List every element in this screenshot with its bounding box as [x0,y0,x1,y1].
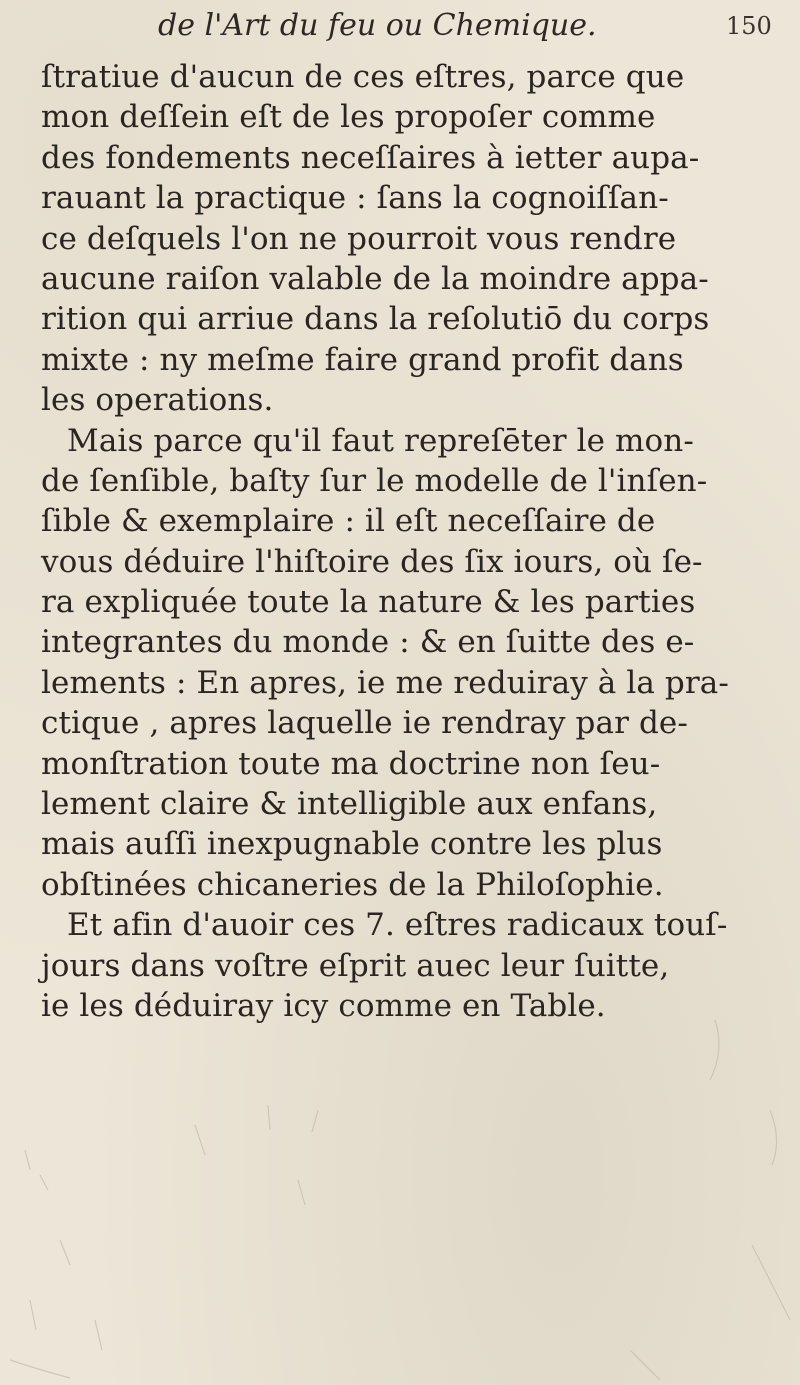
page-number: 150 [726,12,772,40]
body-text [41,57,786,1026]
paragraph-start-line: Et afin d'auoir ces 7. eſtres radicaux touſ- [67,907,728,944]
text-line: monſtration toute ma doctrine non ſeu- [41,745,661,782]
text-line: aucune raiſon valable de la moindre appa- [41,260,709,297]
text-line: de ſenſible, baſty ſur le modelle de l'inſen- [41,462,708,499]
text-line: les operations. [41,382,274,419]
text-line: ſtratiue d'aucun de ces eſtres, parce que [41,59,685,95]
text-line: ie les déduiray icy comme en Table. [41,987,606,1024]
text-line: ra expliquée toute la nature & les parties [41,584,696,621]
text-line: mais auſſi inexpugnable contre les plus [41,826,663,863]
text-line: ſible & exemplaire : il eſt neceſſaire de [41,503,656,540]
text-line: obſtinées chicaneries de la Philoſophie. [41,866,664,903]
text-line: lement claire & intelligible aux enfans, [41,786,658,823]
page-header [0,6,800,50]
paragraph-start-line: Mais parce qu'il faut repreſēter le mon- [67,422,694,459]
text-line: ce deſquels l'on ne pourroit vous rendre [41,220,677,257]
text-line: integrantes du monde : & en ſuitte des e- [41,624,695,661]
text-line: mon deſſein eſt de les propoſer comme [41,99,656,136]
text-line: ctique , apres laquelle ie rendray par de- [41,705,688,742]
text-line: des fondements neceſſaires à ietter aupa- [41,139,700,176]
text-line: jours dans voſtre eſprit auec leur ſuitte, [41,947,670,984]
text-line: rauant la practique : ſans la cognoiſſan- [41,180,669,217]
text-line: mixte : ny meſme faire grand profit dans [41,341,684,378]
text-line: lements : En apres, ie me reduiray à la pra- [41,664,729,701]
text-line: vous déduire l'hiſtoire des ſix iours, où ſe- [41,543,703,580]
running-title: de l'Art du feu ou Chemique. [158,8,597,43]
text-line: rition qui arriue dans la reſolutiō du corps [41,301,710,338]
